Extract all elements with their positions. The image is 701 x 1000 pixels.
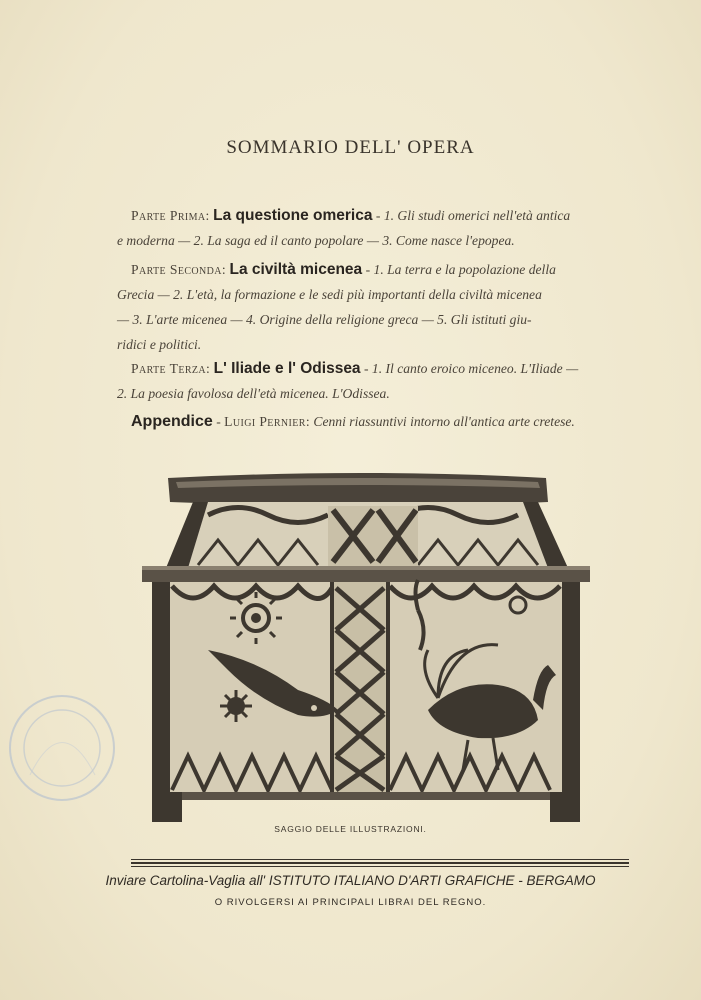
part-two-line3: — 3. L'arte micenea — 4. Origine della religione greca — 5. Gli istituti giu-	[117, 312, 532, 327]
part-two-heading: La civiltà micenea	[229, 261, 363, 278]
appendix-entry	[131, 413, 651, 431]
part-one-line1: 1. Gli studi omerici nell'età antica	[383, 208, 571, 223]
left-foot	[152, 792, 182, 822]
part-one-label: Parte Prima:	[131, 208, 210, 223]
appendix-author: Luigi Pernier:	[224, 414, 310, 429]
part-three-dash: -	[363, 361, 369, 376]
illustration-caption: SAGGIO DELLE ILLUSTRAZIONI.	[274, 824, 427, 834]
lid-center-panel	[328, 506, 418, 566]
footer-rule-bottom	[131, 866, 629, 867]
part-one-line2: e moderna — 2. La saga ed il canto popolare — 3. Come nasce l'epopea.	[117, 233, 515, 248]
footer-booksellers-line: O RIVOLGERSI AI PRINCIPALI LIBRAI DEL REGNO.	[214, 897, 487, 908]
part-two-entry	[117, 257, 641, 357]
part-two-dash: -	[365, 262, 371, 277]
part-two-line1: 1. La terra e la popolazione della	[373, 262, 556, 277]
part-two-label: Parte Seconda:	[131, 262, 227, 277]
part-three-line2: 2. La poesia favolosa dell'età micenea. L'Odissea.	[117, 386, 390, 401]
larnax-illustration	[138, 470, 594, 825]
page-title: SOMMARIO DELL' OPERA	[226, 137, 475, 158]
appendix-heading: Appendice	[131, 413, 213, 430]
part-one-heading: La questione omerica	[213, 207, 373, 224]
part-three-label: Parte Terza:	[131, 361, 211, 376]
right-foot	[550, 792, 580, 822]
footer-rule-thick	[131, 862, 629, 864]
part-one-entry	[117, 203, 641, 253]
lid-beam	[168, 473, 548, 506]
part-three-line1: 1. Il canto eroico miceneo. L'Iliade —	[371, 361, 579, 376]
footer-rule	[131, 859, 629, 860]
library-stamp	[0, 690, 125, 805]
part-three-heading: L' Iliade e l' Odissea	[213, 360, 361, 377]
appendix-text: Cenni riassuntivi intorno all'antica arte cretese.	[313, 414, 575, 429]
appendix-dash: -	[216, 414, 221, 429]
part-one-dash: -	[375, 208, 381, 223]
footer-order-line: Inviare Cartolina-Vaglia all' ISTITUTO ITALIANO D'ARTI GRAFICHE - BERGAMO	[105, 873, 596, 888]
part-two-line4: ridici e politici.	[117, 337, 202, 352]
part-three-entry	[117, 356, 641, 406]
part-two-line2: Grecia — 2. L'età, la formazione e le sedi più importanti della civiltà micenea	[117, 287, 542, 302]
